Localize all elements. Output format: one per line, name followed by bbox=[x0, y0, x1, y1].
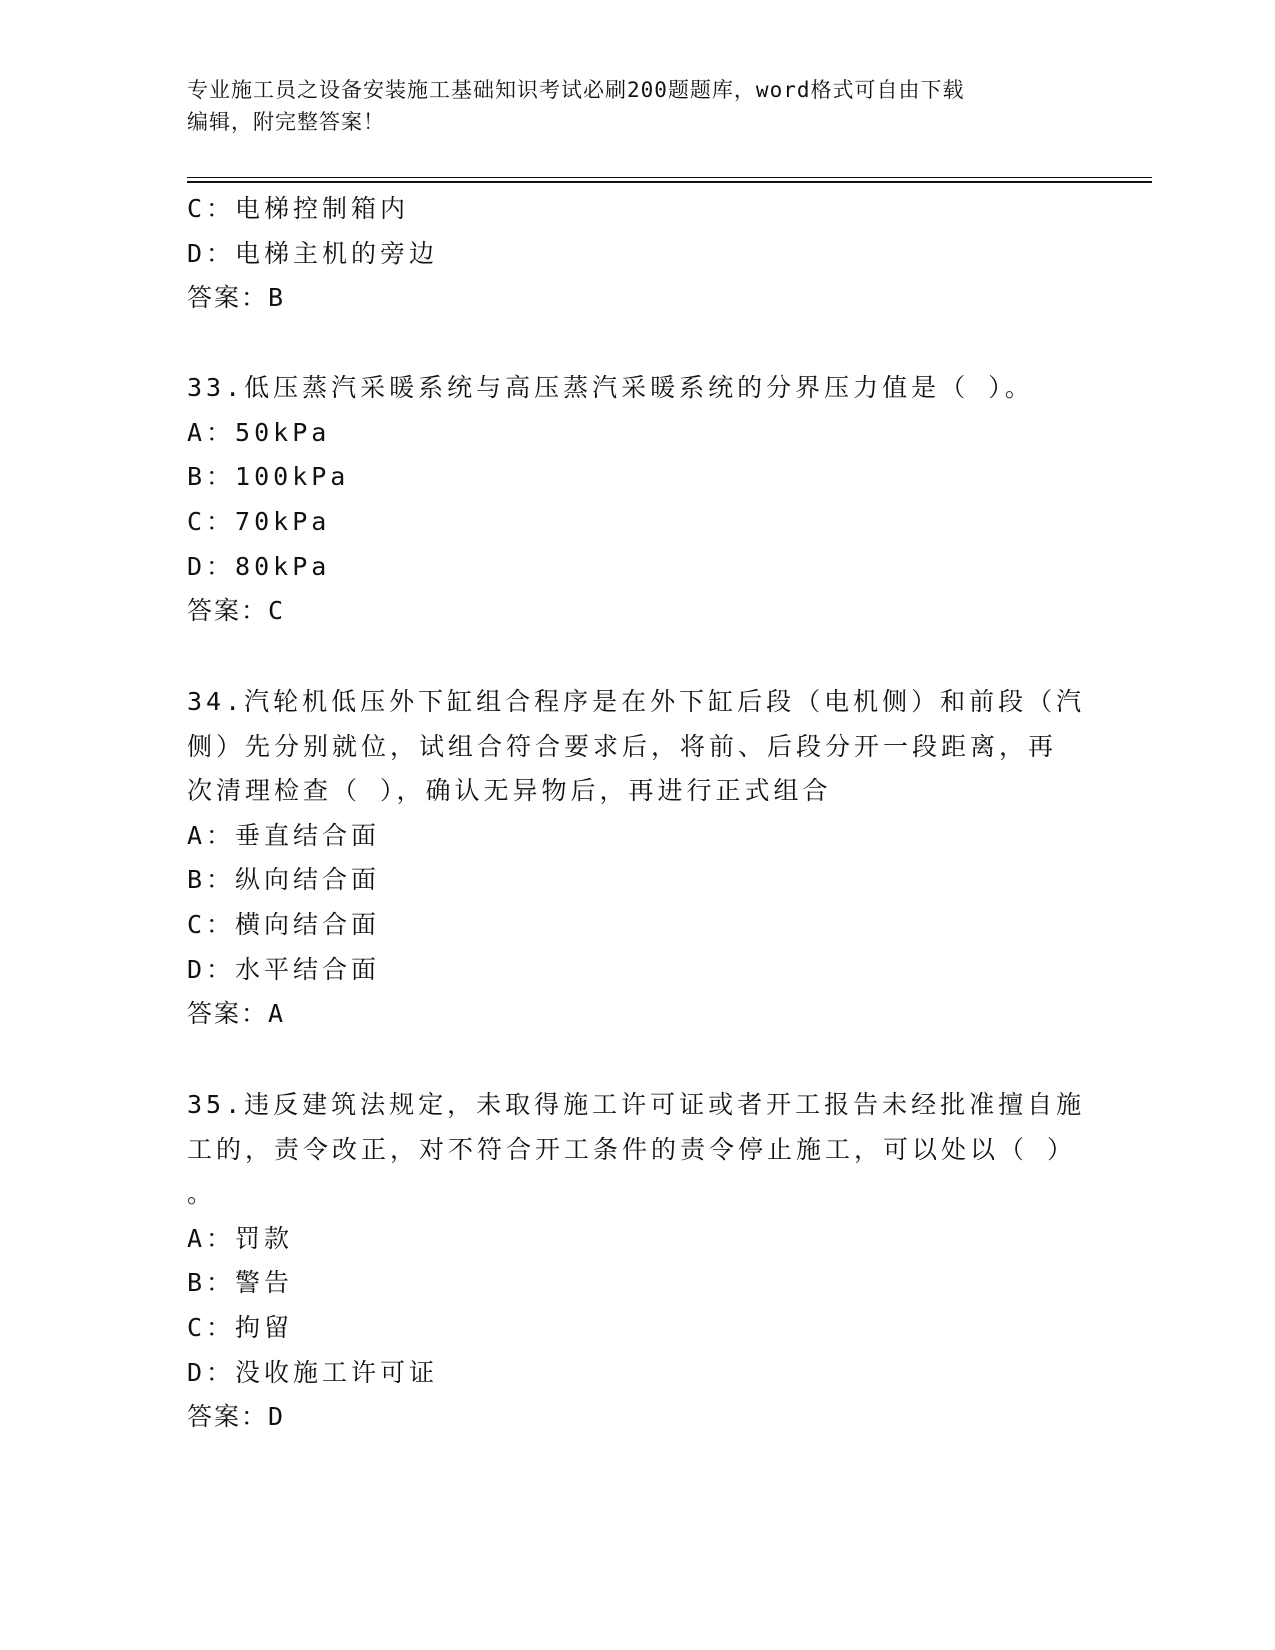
q32-option-d: D：电梯主机的旁边 bbox=[187, 239, 439, 268]
q35-stem-line-3: 。 bbox=[187, 1179, 217, 1208]
q35-stem-line-2: 工的，责令改正，对不符合开工条件的责令停止施工，可以处以（ ） bbox=[187, 1135, 1077, 1164]
q33-option-b: B：100kPa bbox=[187, 462, 350, 491]
q34-option-b: B：纵向结合面 bbox=[187, 865, 381, 894]
q34-option-a: A：垂直结合面 bbox=[187, 821, 381, 850]
header-title-line-1: 专业施工员之设备安装施工基础知识考试必刷200题题库，word格式可自由下载 bbox=[187, 78, 965, 102]
document-header bbox=[187, 74, 1067, 138]
q33-option-c: C：70kPa bbox=[187, 507, 331, 536]
q34-stem-line-2: 侧）先分别就位，试组合符合要求后，将前、后段分开一段距离，再 bbox=[187, 732, 1058, 761]
q34-answer: 答案：A bbox=[187, 999, 286, 1028]
q34-option-d: D：水平结合面 bbox=[187, 955, 381, 984]
header-divider-thin bbox=[187, 177, 1152, 178]
header-title-line-2: 编辑，附完整答案！ bbox=[187, 110, 385, 134]
q33-stem: 33.低压蒸汽采暖系统与高压蒸汽采暖系统的分界压力值是（ ）。 bbox=[187, 373, 1034, 402]
q33-option-d: D：80kPa bbox=[187, 552, 331, 581]
q35-option-d: D：没收施工许可证 bbox=[187, 1358, 439, 1387]
q35-option-c: C：拘留 bbox=[187, 1313, 294, 1342]
q34-stem-line-1: 34.汽轮机低压外下缸组合程序是在外下缸后段（电机侧）和前段（汽 bbox=[187, 687, 1086, 716]
q34-option-c: C：横向结合面 bbox=[187, 910, 381, 939]
q32-option-c: C：电梯控制箱内 bbox=[187, 194, 410, 223]
q33-option-a: A：50kPa bbox=[187, 418, 331, 447]
q33-answer: 答案：C bbox=[187, 596, 286, 625]
q35-answer: 答案：D bbox=[187, 1402, 286, 1431]
header-divider-thick bbox=[187, 181, 1152, 183]
q35-option-a: A：罚款 bbox=[187, 1224, 294, 1253]
q35-option-b: B：警告 bbox=[187, 1268, 294, 1297]
q35-stem-line-1: 35.违反建筑法规定，未取得施工许可证或者开工报告未经批准擅自施 bbox=[187, 1090, 1086, 1119]
q32-answer: 答案：B bbox=[187, 283, 286, 312]
q34-stem-line-3: 次清理检查（ ），确认无异物后，再进行正式组合 bbox=[187, 776, 832, 805]
